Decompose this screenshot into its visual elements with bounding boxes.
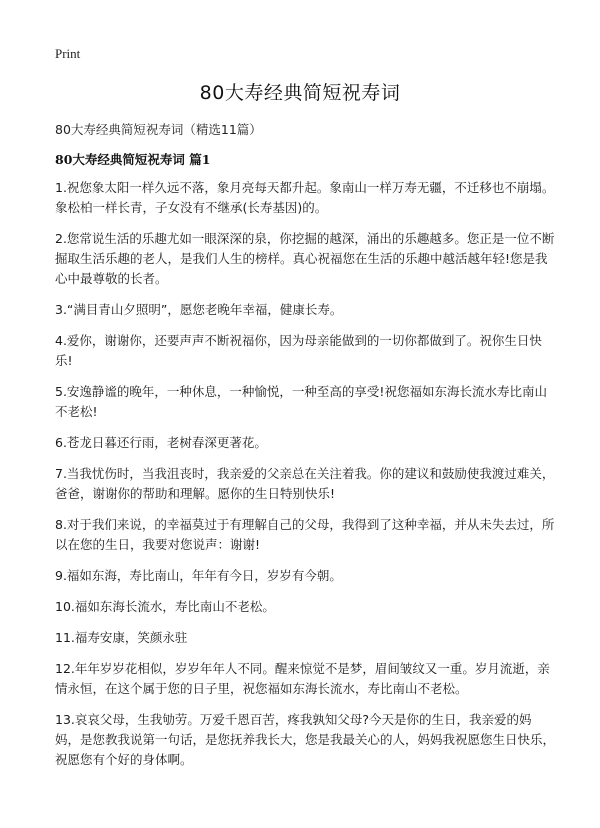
list-item: 10.福如东海长流水，寿比南山不老松。 xyxy=(55,599,275,614)
list-item: 12.年年岁岁花相似，岁岁年年人不同。醒来惊觉不是梦，眉间皱纹又一重。岁月流逝，亲情永恒，在这个属于您的日子里，祝您福如东海长流水，寿比南山不老松。 xyxy=(55,661,550,696)
list-item: 11.福寿安康，笑颜永驻 xyxy=(55,630,188,645)
list-item: 4.爱你，谢谢你，还要声声不断祝福你，因为母亲能做到的一切你都做到了。祝你生日快乐! xyxy=(55,333,542,368)
print-link[interactable]: Print xyxy=(55,46,81,61)
list-item: 8.对于我们来说，的幸福莫过于有理解自己的父母，我得到了这种幸福，并从未失去过，所以在您的生日，我要对您说声：谢谢! xyxy=(55,517,555,552)
blessing-list xyxy=(55,178,555,781)
list-item: 5.安逸静谧的晚年，一种休息，一种愉悦，一种至高的享受!祝您福如东海长流水寿比南山不老松! xyxy=(55,384,547,419)
list-item: 3.“满目青山夕照明”，愿您老晚年幸福，健康长寿。 xyxy=(55,302,343,317)
section-heading: 80大寿经典简短祝寿词 篇1 xyxy=(55,152,211,167)
list-item: 6.苍龙日暮还行雨，老树春深更著花。 xyxy=(55,435,267,450)
document-subtitle: 80大寿经典简短祝寿词（精选11篇） xyxy=(55,122,262,137)
list-item: 13.哀哀父母，生我劬劳。万爱千恩百苦，疼我孰知父母?今天是你的生日，我亲爱的妈妈，是您教我说第一句话，是您抚养我长大，您是我最关心的人，妈妈我祝愿您生日快乐，祝愿您有个好的身体啊。 xyxy=(55,712,556,767)
list-item: 7.当我忧伤时，当我沮丧时，我亲爱的父亲总在关注着我。你的建议和鼓励使我渡过难关，爸爸，谢谢你的帮助和理解。愿你的生日特别快乐! xyxy=(55,466,555,501)
list-item: 9.福如东海，寿比南山，年年有今日，岁岁有今朝。 xyxy=(55,568,342,583)
list-item: 2.您常说生活的乐趣尤如一眼深深的泉，你挖掘的越深，涌出的乐趣越多。您正是一位不断掘取生活乐趣的老人，是我们人生的榜样。真心祝福您在生活的乐趣中越活越年轻!您是我心中最尊敬的长者。 xyxy=(55,231,555,286)
page-title: 80大寿经典简短祝寿词 xyxy=(199,82,401,104)
list-item: 1.祝您象太阳一样久远不落，象月亮每天都升起。象南山一样万寿无疆，不迁移也不崩塌。象松柏一样长青，子女没有不继承(长寿基因)的。 xyxy=(55,180,555,215)
